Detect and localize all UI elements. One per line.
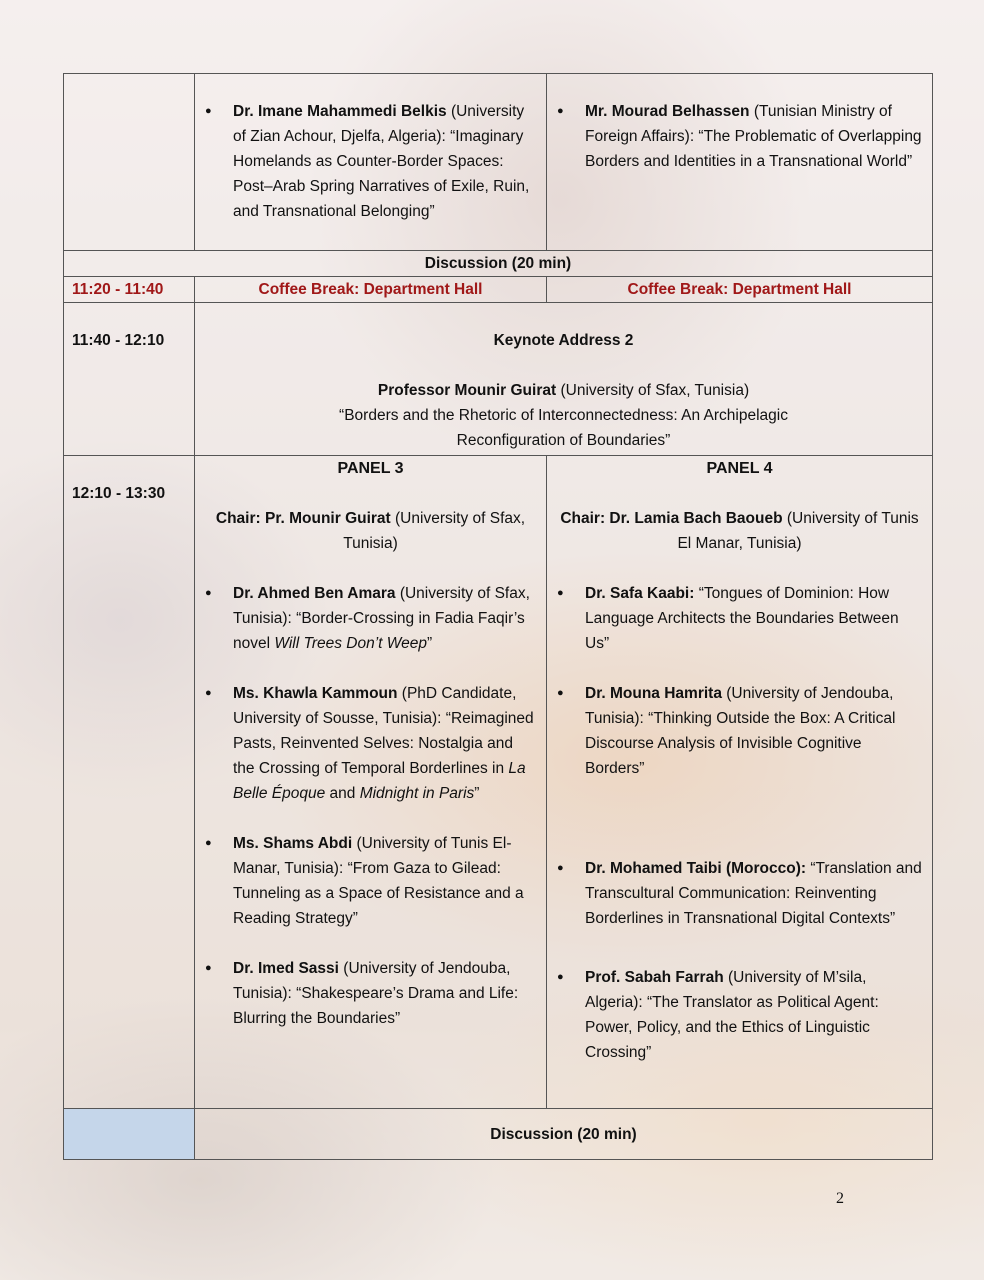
talk-text: “Tongues of Dominion: How Language Architects the Boundaries Between Us”	[585, 585, 899, 652]
talk-text: (Tunisian Ministry of Foreign Affairs): “The Problematic of Overlapping Borders and Identities in a Transnational World”	[585, 103, 922, 170]
coffee-left: Coffee Break: Department Hall	[195, 277, 547, 303]
speaker-name: Dr. Imed Sassi	[233, 960, 339, 977]
chair-affiliation: (University of Tunis El Manar, Tunisia)	[677, 510, 919, 552]
keynote-heading-text: Keynote Address 2	[493, 332, 634, 349]
discussion-row-final	[64, 1109, 933, 1160]
speaker-name: Dr. Safa Kaabi:	[585, 585, 695, 602]
speaker-name: Ms. Shams Abdi	[233, 835, 353, 852]
panels-time: 12:10 - 13:30	[64, 456, 195, 1109]
talks-row-continued	[64, 74, 933, 251]
talk-text: (PhD Candidate, University of Sousse, Tunisia): “Reimagined Pasts, Reinvented Selves: Nostalgia and the Crossing of Temporal Borderlines in	[233, 685, 534, 777]
blue-time-cell	[64, 1109, 195, 1160]
keynote-heading	[203, 328, 924, 353]
speaker-name: Dr. Mohamed Taibi (Morocco):	[585, 860, 807, 877]
panel4-cell	[547, 456, 933, 1109]
speaker-name: Dr. Ahmed Ben Amara	[233, 585, 396, 602]
list-item	[203, 681, 538, 806]
discussion-row	[64, 251, 933, 277]
keynote-affiliation: (University of Sfax, Tunisia)	[556, 382, 750, 399]
keynote-speaker: Professor Mounir Guirat	[377, 382, 557, 399]
panels-row	[64, 456, 933, 1109]
keynote-time: 11:40 - 12:10	[64, 303, 195, 456]
keynote-cell	[195, 303, 933, 456]
time-cell-empty	[64, 74, 195, 251]
discussion-label	[64, 251, 933, 277]
list-item	[555, 681, 924, 781]
coffee-right: Coffee Break: Department Hall	[547, 277, 933, 303]
talk-italic-title: Will Trees Don’t Weep	[274, 635, 427, 652]
discussion-text: Discussion (20 min)	[424, 255, 572, 272]
talk-tail: ”	[426, 635, 433, 652]
list-item	[555, 581, 924, 656]
speaker-name: Ms. Khawla Kammoun	[233, 685, 398, 702]
page-number: 2	[836, 1190, 844, 1207]
speaker-name: Mr. Mourad Belhassen	[585, 103, 750, 120]
chair-affiliation: (University of Sfax, Tunisia)	[343, 510, 526, 552]
coffee-time: 11:20 - 11:40	[64, 277, 195, 303]
list-item	[203, 956, 538, 1031]
list-item	[555, 856, 924, 931]
talk-text: (University of Jendouba, Tunisia): “Thinking Outside the Box: A Critical Discourse Analysis of Invisible Cognitive Borders”	[585, 685, 896, 777]
talk-text: (University of Jendouba, Tunisia): “Shakespeare’s Drama and Life: Blurring the Boundaries”	[233, 960, 519, 1027]
discussion-label-final	[195, 1109, 933, 1160]
talk-text: “Translation and Transcultural Communication: Reinventing Borderlines in Transnational Digital Contexts”	[585, 860, 922, 927]
talk-italic-title: La Belle Époque	[233, 760, 526, 802]
panel4-heading: PANEL 4	[706, 460, 773, 477]
list-item	[203, 581, 538, 656]
talk-text: (University of Tunis El-Manar, Tunisia): “From Gaza to Gilead: Tunneling as a Space of Resistance and a Reading Strategy”	[233, 835, 524, 927]
speaker-name: Prof. Sabah Farrah	[585, 969, 724, 986]
keynote-speaker-line	[203, 378, 924, 403]
discussion-text: Discussion (20 min)	[490, 1125, 637, 1143]
list-item	[555, 99, 924, 174]
keynote-row	[64, 303, 933, 456]
chair-label: Chair: Dr. Lamia Bach Baoueb	[560, 510, 783, 527]
talk-text: (University of Sfax, Tunisia): “Border-Crossing in Fadia Faqir’s novel	[233, 585, 530, 652]
talk-italic-title-2: Midnight in Paris	[359, 785, 475, 802]
list-item	[555, 965, 924, 1065]
panel3-heading: PANEL 3	[337, 460, 404, 477]
program-table	[63, 73, 933, 1160]
left-talk-cell	[195, 74, 547, 251]
coffee-break-row	[64, 277, 933, 303]
list-item	[203, 99, 538, 224]
list-item	[203, 831, 538, 931]
chair-label: Chair: Pr. Mounir Guirat	[215, 510, 391, 527]
speaker-name: Dr. Mouna Hamrita	[585, 685, 722, 702]
keynote-title-line2: Reconfiguration of Boundaries”	[456, 432, 671, 449]
panel3-chair	[203, 506, 538, 556]
talk-text: (University of M’sila, Algeria): “The Translator as Political Agent: Power, Policy, and the Ethics of Linguistic Crossing”	[585, 969, 879, 1061]
keynote-title-line1: “Borders and the Rhetoric of Interconnectedness: An Archipelagic	[339, 407, 788, 424]
talk-mid: and	[325, 785, 360, 802]
panel4-chair	[555, 506, 924, 556]
talk-tail: ”	[474, 785, 480, 802]
panel3-cell	[195, 456, 547, 1109]
speaker-name: Dr. Imane Mahammedi Belkis	[233, 103, 447, 120]
talk-text: (University of Zian Achour, Djelfa, Algeria): “Imaginary Homelands as Counter-Border Spaces: Post–Arab Spring Narratives of Exile, Ruin, and Transnational Belonging”	[233, 103, 530, 220]
right-talk-cell	[547, 74, 933, 251]
